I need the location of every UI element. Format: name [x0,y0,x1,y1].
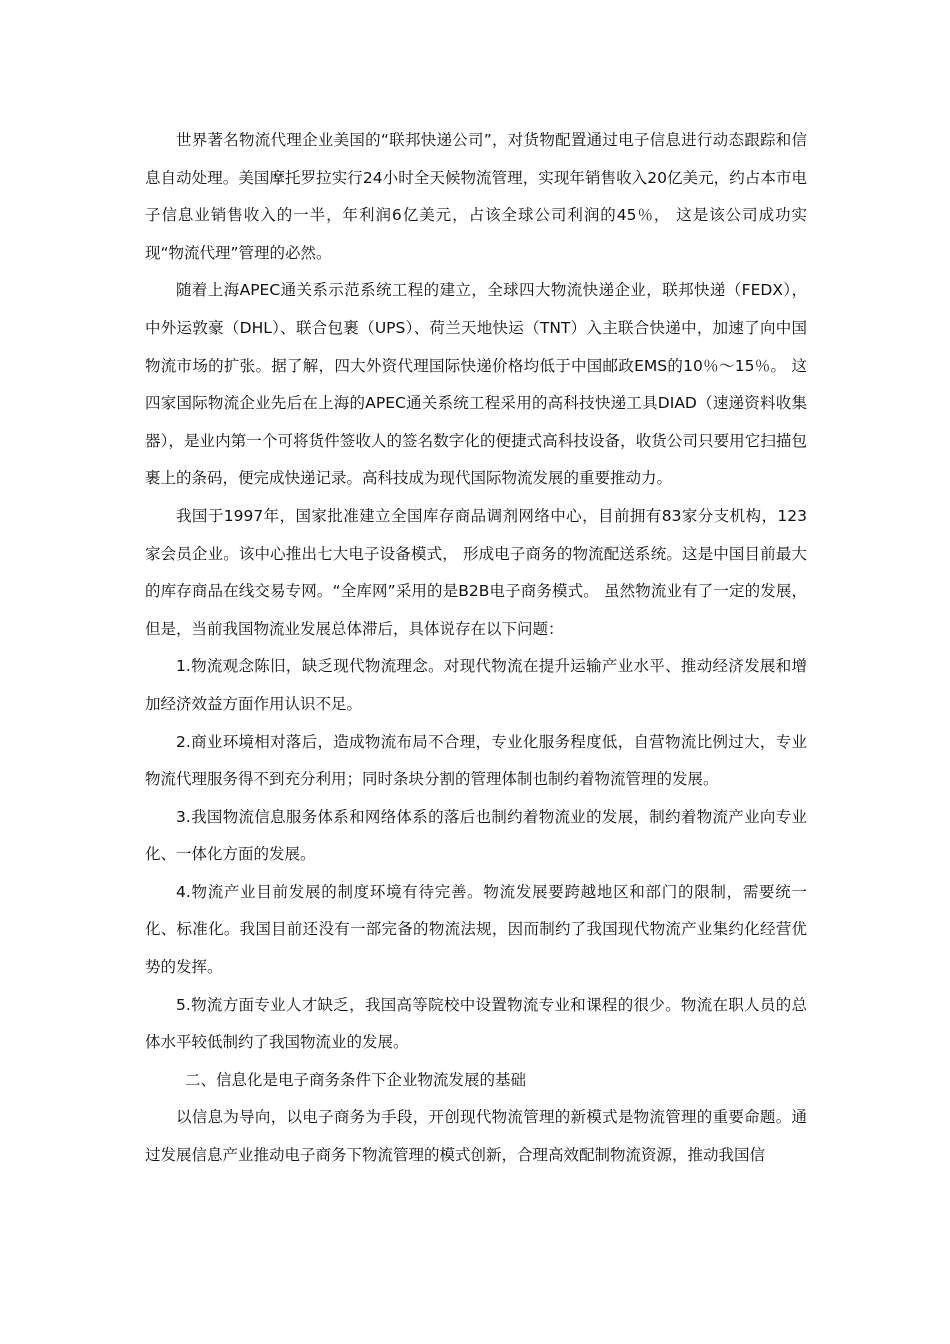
list-item-problem-3: 3.我国物流信息服务体系和网络体系的落后也制约着物流业的发展，制约着物流产业向专业化、一体化方面的发展。 [145,807,807,864]
section-heading: 二、信息化是电子商务条件下企业物流发展的基础 [185,1070,527,1089]
list-item-problem-4: 4.物流产业目前发展的制度环境有待完善。物流发展要跨越地区和部门的限制，需要统一化、标准化。我国目前还没有一部完备的物流法规，因而制约了我国现代物流产业集约化经营优势的发挥。 [145,882,807,977]
paragraph-apec-express: 随着上海APEC通关系示范系统工程的建立，全球四大物流快递企业，联邦快递（FEDX），中外运敦豪（DHL）、联合包裹（UPS）、荷兰天地快运（TNT）入主联合快递中，加速了向中国物流市场的扩张。据了解，四大外资代理国际快递价格均低于中国邮政EMS的10％～15％。 这四家国际物流企业先后在上海的APEC通关系统工程采用的高科技快递工具DIAD（速递资料收集器），是业内第一个可将货件签收人的签名数字化的便捷式高科技设备，收货公司只要用它扫描包裹上的条码，便完成快递记录。高科技成为现代国际物流发展的重要推动力。 [145,281,807,488]
paragraph-fedex-motorola: 世界著名物流代理企业美国的“联邦快递公司”，对货物配置通过电子信息进行动态跟踪和信息自动处理。美国摩托罗拉实行24小时全天候物流管理，实现年销售收入20亿美元，约占本市电子信息业销售收入的一半，年利润6亿美元，占该全球公司利润的45％， 这是该公司成功实现“物流代理”管理的必然。 [145,131,807,262]
list-item-problem-5: 5.物流方面专业人才缺乏，我国高等院校中设置物流专业和课程的很少。物流在职人员的总体水平较低制约了我国物流业的发展。 [145,995,807,1052]
paragraph-inventory-network: 我国于1997年，国家批准建立全国库存商品调剂网络中心，目前拥有83家分支机构，123家会员企业。该中心推出七大电子设备模式， 形成电子商务的物流配送系统。这是中国目前最大的库存商品在线交易专网。“全库网”采用的是B2B电子商务模式。 虽然物流业有了一定的发展，但是，当前我国物流业发展总体滞后，具体说存在以下问题： [145,506,807,638]
list-item-problem-1: 1.物流观念陈旧，缺乏现代物流理念。对现代物流在提升运输产业水平、推动经济发展和增加经济效益方面作用认识不足。 [145,657,807,713]
document-body [145,122,807,1175]
paragraph-informatization: 以信息为导向，以电子商务为手段，开创现代物流管理的新模式是物流管理的重要命题。通过发展信息产业推动电子商务下物流管理的模式创新，合理高效配制物流资源，推动我国信 [145,1108,807,1165]
list-item-problem-2: 2.商业环境相对落后，造成物流布局不合理，专业化服务程度低，自营物流比例过大，专业物流代理服务得不到充分利用；同时条块分割的管理体制也制约着物流管理的发展。 [145,732,807,789]
